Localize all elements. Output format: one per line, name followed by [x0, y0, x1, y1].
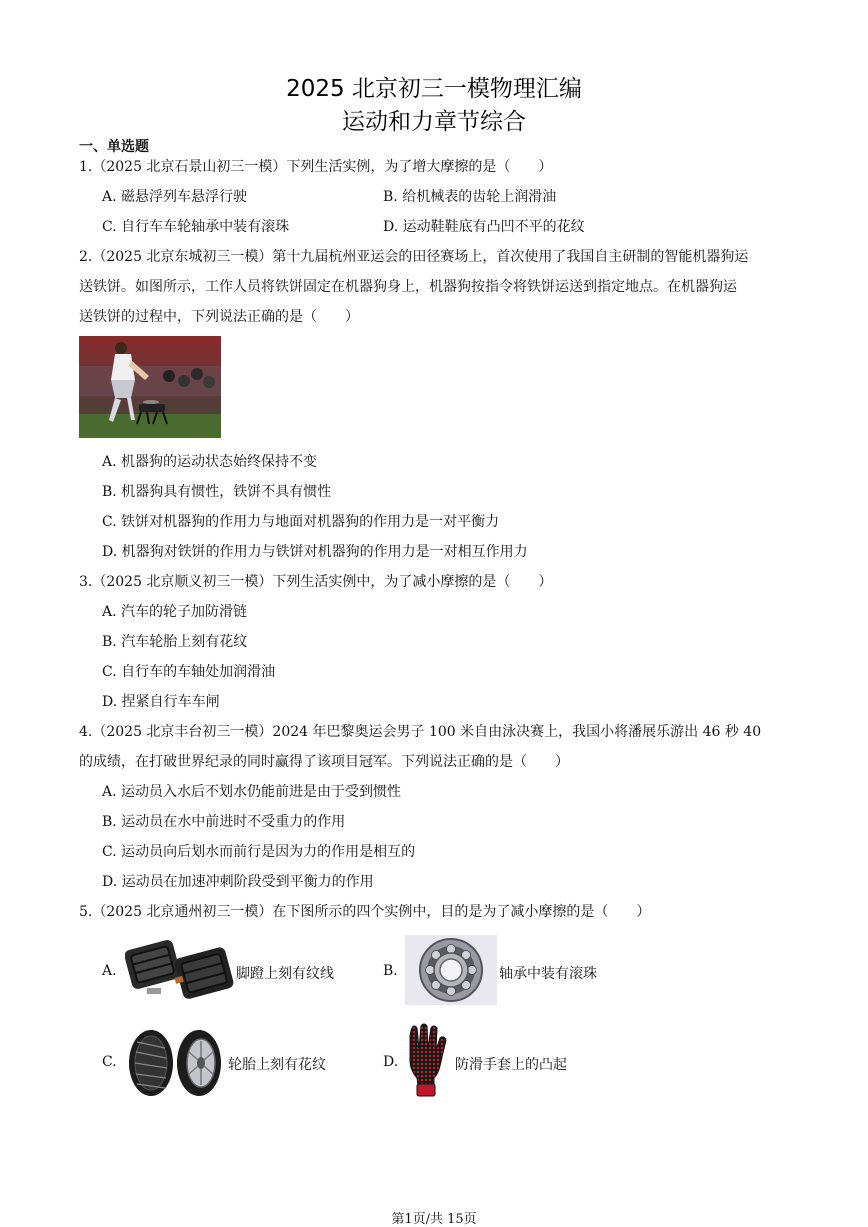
pedal-image	[125, 930, 235, 1010]
q5-stem: 5.（2025 北京通州初三一模）在下图所示的四个实例中，目的是为了减小摩擦的是（ ）	[79, 904, 651, 920]
robot-dog-photo	[79, 336, 221, 438]
q3-option-c: C. 自行车的车轴处加润滑油	[102, 664, 276, 680]
q2-stem-line2: 送铁饼。如图所示，工作人员将铁饼固定在机器狗身上，机器狗按指令将铁饼运送到指定地点。在机器狗运	[79, 279, 737, 295]
q1-option-d: D. 运动鞋鞋底有凸凹不平的花纹	[383, 219, 585, 235]
document-title-line2: 运动和力章节综合	[342, 109, 526, 135]
q4-option-a: A. 运动员入水后不划水仍能前进是由于受到惯性	[102, 784, 402, 800]
document-title-line1: 2025 北京初三一模物理汇编	[286, 76, 582, 102]
q1-option-c: C. 自行车车轮轴承中装有滚珠	[102, 219, 290, 235]
bearing-image	[405, 935, 497, 1005]
q4-option-b: B. 运动员在水中前进时不受重力的作用	[102, 814, 346, 830]
q1-option-a: A. 磁悬浮列车悬浮行驶	[102, 189, 248, 205]
q3-option-a: A. 汽车的轮子加防滑链	[102, 604, 248, 620]
q5-option-d-letter: D.	[383, 1054, 399, 1070]
q2-option-c: C. 铁饼对机器狗的作用力与地面对机器狗的作用力是一对平衡力	[102, 514, 500, 530]
q1-option-b: B. 给机械表的齿轮上润滑油	[383, 189, 557, 205]
q5-option-a-letter: A.	[102, 963, 117, 979]
q4-option-c: C. 运动员向后划水而前行是因为力的作用是相互的	[102, 844, 416, 860]
q2-option-b: B. 机器狗具有惯性，铁饼不具有惯性	[102, 484, 332, 500]
q4-stem-line1: 4.（2025 北京丰台初三一模）2024 年巴黎奥运会男子 100 米自由泳决赛上，我国小将潘展乐游出 46 秒 40	[79, 724, 762, 740]
tire-image	[125, 1028, 225, 1098]
section-heading: 一、单选题	[79, 139, 149, 155]
q3-option-d: D. 捏紧自行车车闸	[102, 694, 220, 710]
q5-option-c-text: 轮胎上刻有花纹	[228, 1057, 326, 1073]
q3-option-b: B. 汽车轮胎上刻有花纹	[102, 634, 248, 650]
q4-option-d: D. 运动员在加速冲刺阶段受到平衡力的作用	[102, 874, 374, 890]
q2-stem-line3: 送铁饼的过程中，下列说法正确的是（ ）	[79, 309, 359, 325]
q4-stem-line2: 的成绩，在打破世界纪录的同时赢得了该项目冠军。下列说法正确的是（ ）	[79, 754, 569, 770]
q2-option-d: D. 机器狗对铁饼的作用力与铁饼对机器狗的作用力是一对相互作用力	[102, 544, 528, 560]
q3-stem: 3.（2025 北京顺义初三一模）下列生活实例中，为了减小摩擦的是（ ）	[79, 574, 553, 590]
page-number: 第1页/共 15页	[391, 1212, 477, 1227]
q5-option-b-letter: B.	[383, 963, 398, 979]
q5-option-d-text: 防滑手套上的凸起	[455, 1057, 567, 1073]
q5-option-c-letter: C.	[102, 1054, 117, 1070]
q5-option-a-text: 脚蹬上刻有纹线	[236, 966, 334, 982]
q2-option-a: A. 机器狗的运动状态始终保持不变	[102, 454, 318, 470]
q1-stem: 1.（2025 北京石景山初三一模）下列生活实例，为了增大摩擦的是（ ）	[79, 159, 553, 175]
glove-image	[404, 1022, 454, 1100]
q5-option-b-text: 轴承中装有滚珠	[499, 966, 597, 982]
q2-stem-line1: 2.（2025 北京东城初三一模）第十九届杭州亚运会的田径赛场上，首次使用了我国自主研制的智能机器狗运	[79, 249, 749, 265]
